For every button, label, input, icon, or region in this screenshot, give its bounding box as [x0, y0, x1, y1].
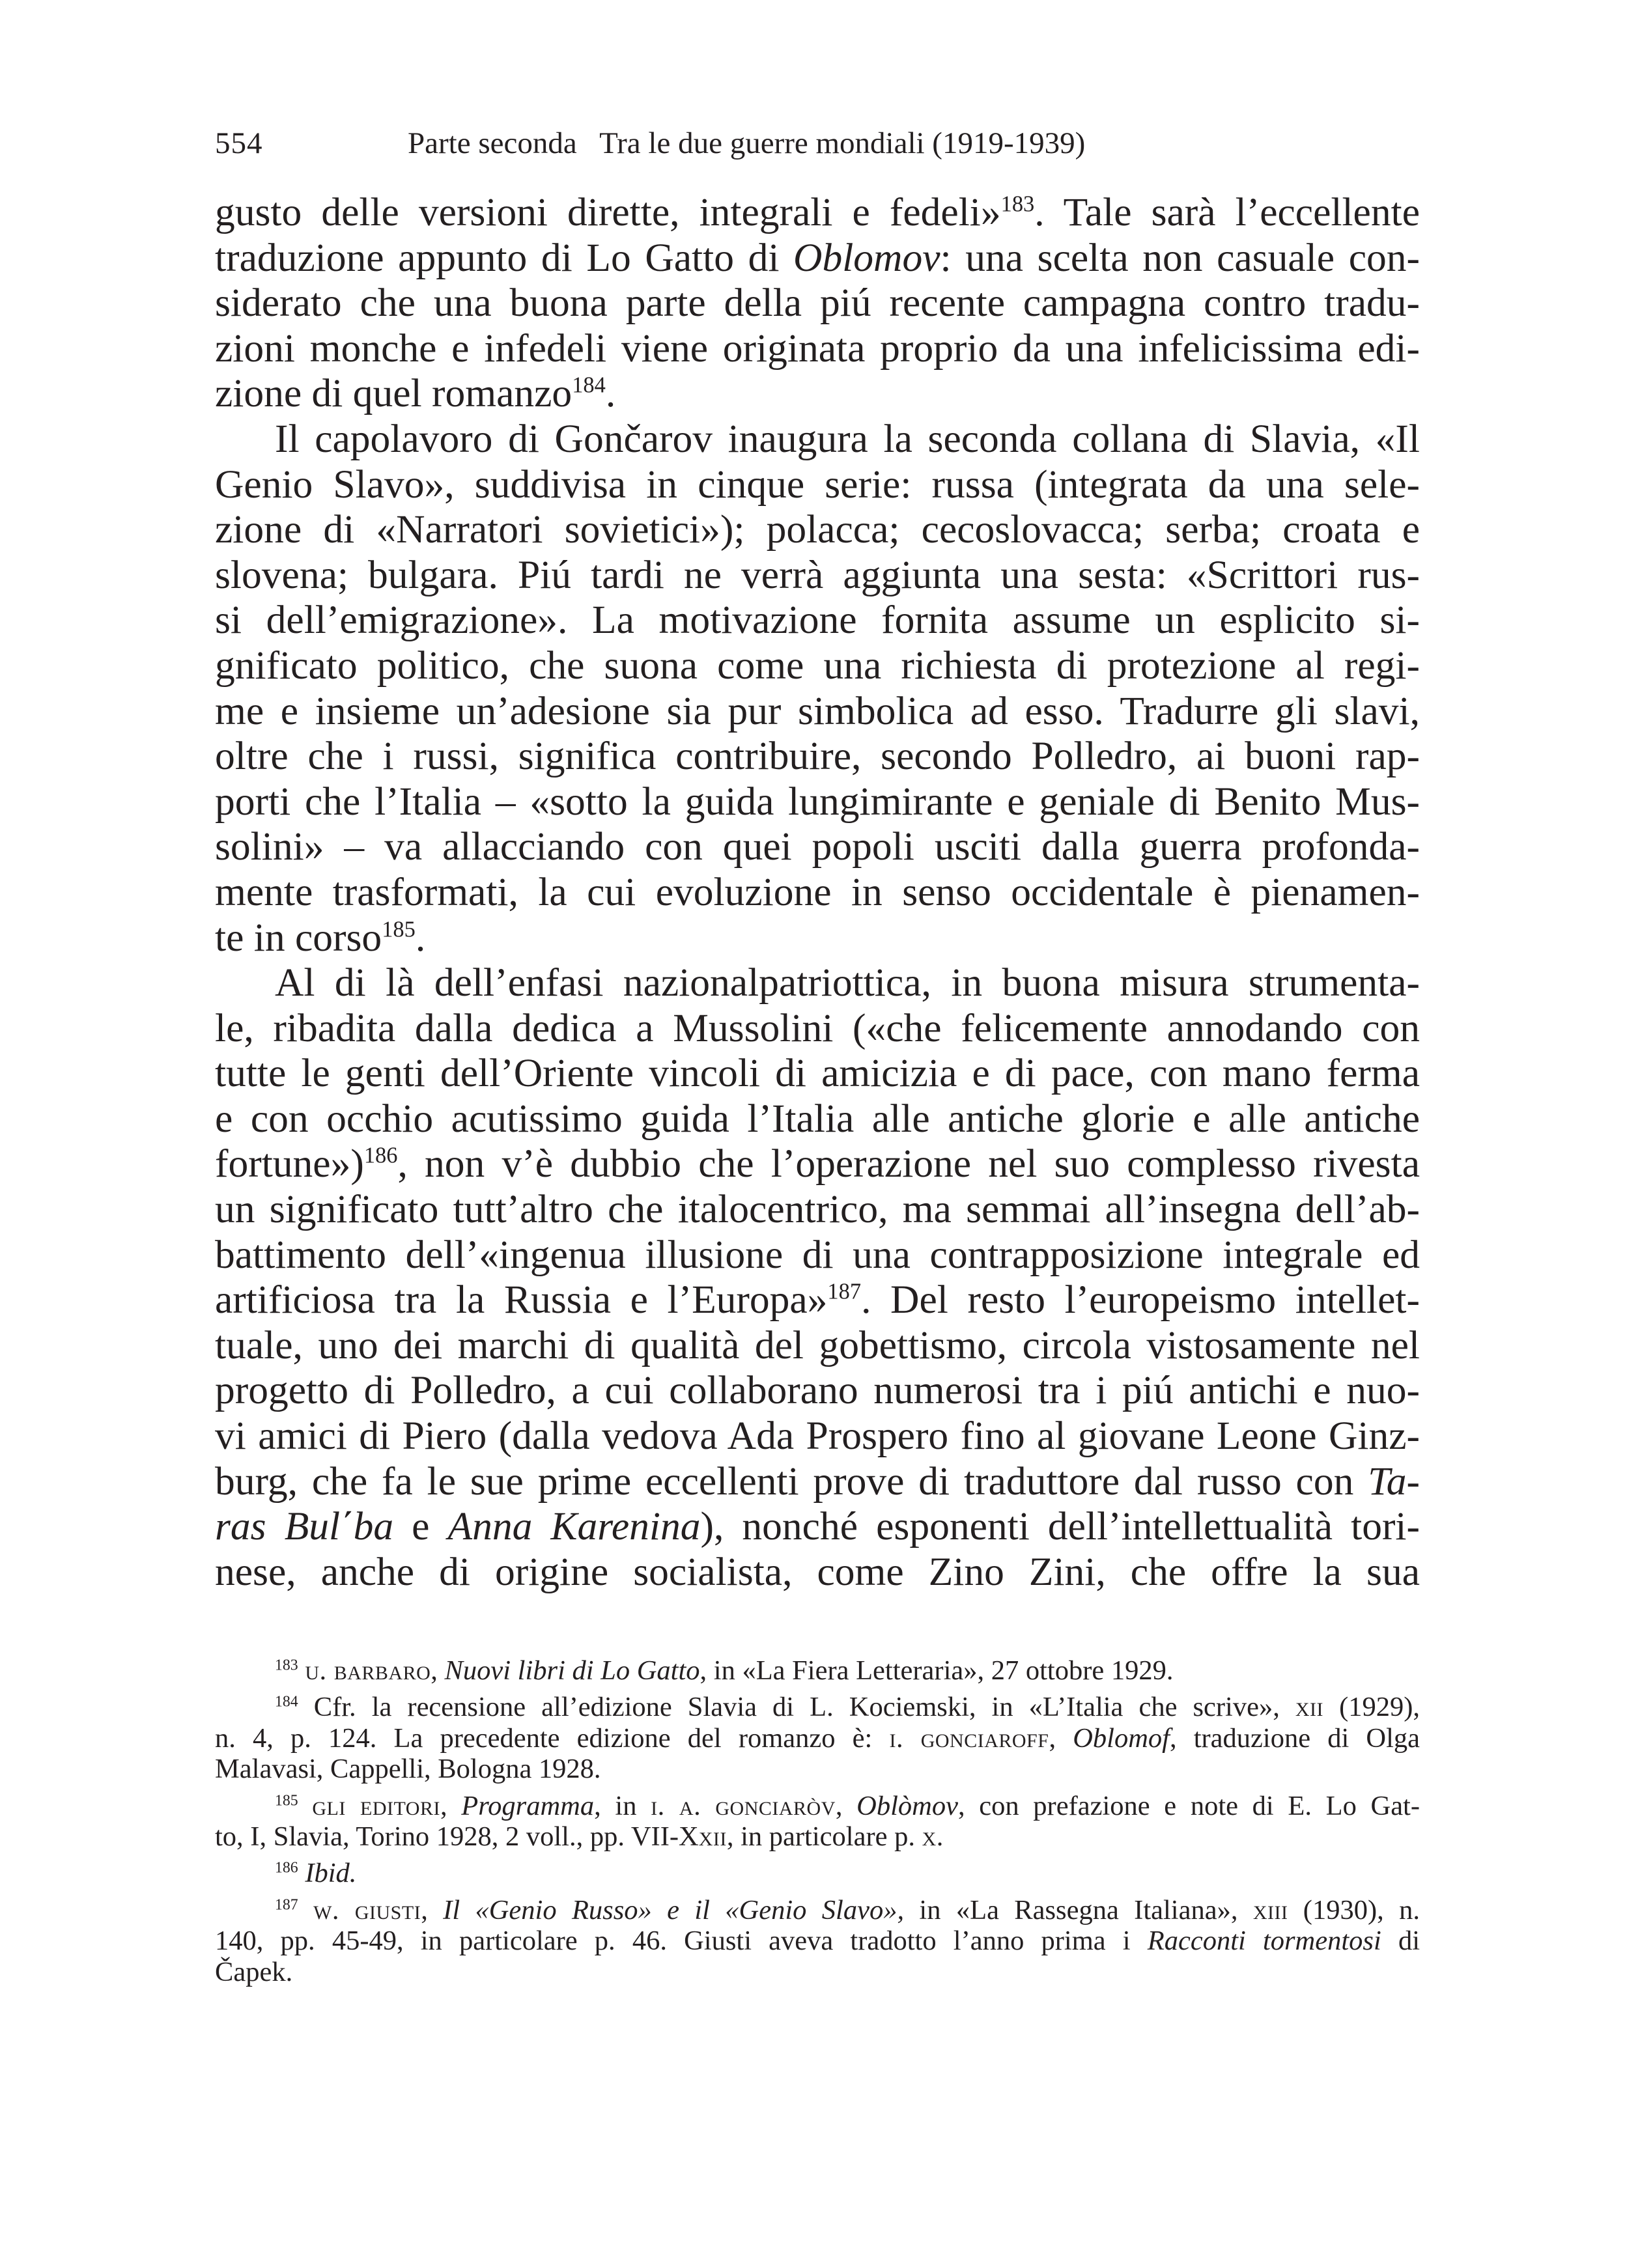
footnote-ref: 187 [827, 1279, 862, 1304]
footnote-184-line: n. 4, p. 124. La precedente edizione del romanzo è: i. gonciaroff, Oblomof, traduzione di Olga [215, 1722, 1420, 1754]
footnote-number: 186 [275, 1859, 298, 1877]
footnote-number: 185 [275, 1791, 298, 1809]
body-line: zioni monche e infedeli viene originata proprio da una infelicissima edi- [215, 326, 1420, 371]
body-line: solini» – va allacciando con quei popoli usciti dalla guerra profonda- [215, 824, 1420, 869]
body-line: zione di «Narratori sovietici»); polacca; cecoslovacca; serba; croata e [215, 507, 1420, 552]
body-line: Genio Slavo», suddivisa in cinque serie: russa (integrata da una sele- [215, 462, 1420, 507]
footnote-number: 183 [275, 1657, 298, 1674]
body-line: un significato tutt’altro che italocentrico, ma semmai all’insegna dell’ab- [215, 1187, 1420, 1232]
body-line: me e insieme un’adesione sia pur simbolica ad esso. Tradurre gli slavi, [215, 688, 1420, 733]
footnote-gap [215, 1889, 1420, 1895]
footnotes [215, 1655, 1420, 1987]
body-line: tuale, uno dei marchi di qualità del gobettismo, circola vistosamente nel [215, 1323, 1420, 1367]
body-line: battimento dell’«ingenua illusione di una contrapposizione integrale ed [215, 1232, 1420, 1277]
body-line: porti che l’Italia – «sotto la guida lungimirante e geniale di Benito Mus- [215, 779, 1420, 824]
footnote-187-line: $^{187}$ w. giusti, Il «Genio Russo» e il «Genio Slavo», in «La Rassegna Italiana», xiii (1930), n. [275, 1894, 1420, 1925]
body-line: e con occhio acutissimo guida l’Italia alle antiche glorie e alle antiche [215, 1096, 1420, 1141]
footnote-186-line: $^{186}$ Ibid. [275, 1858, 357, 1889]
body-line: burg, che fa le sue prime eccellenti prove di traduttore dal russo con Ta- [215, 1459, 1420, 1504]
footnote-187-line: 140, pp. 45-49, in particolare p. 46. Giusti aveva tradotto l’anno prima i Racconti tormentosi di [215, 1925, 1420, 1957]
body-line: tutte le genti dell’Oriente vincoli di amicizia e di pace, con mano ferma [215, 1051, 1420, 1096]
body-line: artificiosa tra la Russia e l’Europa»$^{187}$. Del resto l’europeismo intellet- [215, 1278, 1420, 1323]
footnote-ref: 186 [363, 1143, 398, 1169]
body-line: ras Bul΄ba e Anna Karenina), nonché esponenti dell’intellettualità tori- [215, 1504, 1420, 1549]
footnote-187-line: Čapek. [215, 1956, 293, 1987]
body-line: slovena; bulgara. Piú tardi ne verrà aggiunta una sesta: «Scrittori rus- [215, 552, 1420, 597]
body-line: gusto delle versioni dirette, integrali e fedeli»$^{183}$. Tale sarà l’eccellente [215, 190, 1420, 234]
body-line: le, ribadita dalla dedica a Mussolini («che felicemente annodando con [215, 1005, 1420, 1050]
body-line: nese, anche di origine socialista, come Zino Zini, che offre la sua [215, 1549, 1420, 1594]
footnote-185-line: to, I, Slavia, Torino 1928, 2 voll., pp. VII-Xxii, in particolare p. x. [215, 1821, 944, 1852]
body-line: oltre che i russi, significa contribuire, secondo Polledro, ai buoni rap- [215, 734, 1420, 779]
body-line: progetto di Polledro, a cui collaborano numerosi tra i piú antichi e nuo- [215, 1368, 1420, 1413]
body-text [215, 190, 1420, 1595]
running-title: Parte seconda Tra le due guerre mondiali (1919-1939) [408, 126, 1086, 160]
body-line: mente trasformati, la cui evoluzione in senso occidentale è pienamen- [215, 869, 1420, 914]
footnote-gap [215, 1785, 1420, 1791]
page-number: 554 [215, 126, 263, 160]
footnote-ref: 184 [572, 373, 606, 399]
footnote-gap [215, 1852, 1420, 1858]
footnote-184-line: Malavasi, Cappelli, Bologna 1928. [215, 1754, 601, 1785]
body-line: Al di là dell’enfasi nazionalpatriottica, in buona misura strumenta- [275, 960, 1420, 1005]
footnote-185-line: $^{185}$ gli editori, Programma, in i. a. gonciaròv, Oblòmov, con prefazione e note di E. Lo Gat- [275, 1790, 1420, 1821]
footnote-183-line: $^{183}$ u. barbaro, Nuovi libri di Lo Gatto, in «La Fiera Letteraria», 27 ottobre 1929. [275, 1655, 1174, 1686]
footnote-gap [215, 1686, 1420, 1692]
footnote-184-line: $^{184}$ Cfr. la recensione all’edizione Slavia di L. Kociemski, in «L’Italia che scrive», xii (1929), [275, 1692, 1420, 1723]
footnote-number: 184 [275, 1693, 298, 1711]
footnote-ref: 183 [1000, 191, 1035, 217]
body-line: traduzione appunto di Lo Gatto di Oblomov: una scelta non casuale con- [215, 235, 1420, 280]
body-line: Il capolavoro di Gončarov inaugura la seconda collana di Slavia, «Il [275, 416, 1420, 461]
body-line: si dell’emigrazione». La motivazione fornita assume un esplicito si- [215, 598, 1420, 643]
footnote-number: 187 [275, 1896, 298, 1913]
body-line: gnificato politico, che suona come una richiesta di protezione al regi- [215, 643, 1420, 688]
body-line: siderato che una buona parte della piú recente campagna contro tradu- [215, 281, 1420, 326]
body-line: fortune»)$^{186}$, non v’è dubbio che l’operazione nel suo complesso rivesta [215, 1141, 1420, 1186]
running-head [215, 124, 1420, 163]
body-line: zione di quel romanzo$^{184}$. [215, 371, 616, 416]
body-line: vi amici di Piero (dalla vedova Ada Prospero fino al giovane Leone Ginz- [215, 1414, 1420, 1459]
footnote-ref: 185 [382, 917, 416, 942]
body-line: te in corso$^{185}$. [215, 915, 426, 960]
